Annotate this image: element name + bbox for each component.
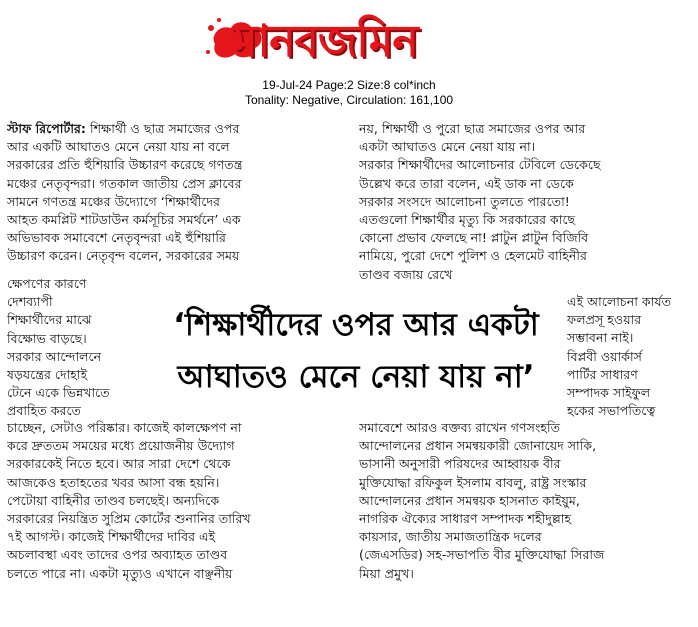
article-line: আর একটি আঘাতও মেনে নেয়া যায় না বলে xyxy=(7,139,230,155)
headline-quote xyxy=(150,283,562,415)
article-line: এই আলোচনা কার্যত xyxy=(567,294,672,309)
headline-line: আঘাতও মেনে নেয়া যায় না’ xyxy=(177,359,535,395)
article-line: সম্পাদক সাইফুল xyxy=(567,384,651,400)
article-line: মুক্তিযোদ্ধা রফিকুল ইসলাম বাবলু, রাষ্ট্র সংস্কার xyxy=(359,474,587,490)
article-line: ফলপ্রসূ হওয়ার xyxy=(567,312,642,328)
article-line: ভাসানী অনুসারী পরিষদের আহ্বায়ক বীর xyxy=(359,456,561,472)
article-line: চাচ্ছেন, সেটাও পরিষ্কার। কাজেই কালক্ষেপণ না xyxy=(7,420,242,435)
article-line: আন্দোলনের প্রধান সমন্বয়কারী জোনায়েদ সাকি, xyxy=(359,438,597,454)
article-line: ষড়যন্ত্রের দোহাই xyxy=(7,366,88,382)
article-line: সম্ভাবনা নাই। xyxy=(567,330,634,346)
clipping-meta-line2: Tonality: Negative, Circulation: 161,100 xyxy=(244,93,454,107)
article-line: তাণ্ডব বজায় রেখে xyxy=(359,266,453,282)
article-line: একটা আঘাতও মেনে নেয়া যায় না। xyxy=(359,139,536,155)
article-line: টেনে একে ভিন্নখাতে xyxy=(7,385,110,401)
article-line: প্রবাহিত করতে xyxy=(7,403,81,419)
article-line: বিক্ষোভ বাড়ছে। xyxy=(7,330,87,346)
article-line: উচ্চারণ করেন। নেতৃবৃন্দ বলেন, সরকারের সময় xyxy=(7,248,240,264)
article-line: বিপ্লবী ওয়ার্কার্স xyxy=(567,348,642,364)
article-line: চলতে পারে না। একটা মৃত্যুও এখানে বাঞ্ছনীয় xyxy=(7,565,233,581)
article-line: সরকার সংসদে আলোচনা তুলতে পারতো! xyxy=(359,193,570,209)
article-line: ৭ই আগস্ট। কাজেই শিক্ষার্থীদের দাবির এই xyxy=(7,529,216,545)
article-line: করে দ্রুততম সময়ের মধ্যে প্রয়োজনীয় উদ্যোগ xyxy=(7,438,235,454)
article-left-column-bottom xyxy=(7,419,347,583)
article-line: অভিভাবক সমাবেশে নেতৃবৃন্দরা এই হুঁশিয়ারি xyxy=(7,230,226,246)
article-line: সরকার শিক্ষার্থীদের আলোচনার টেবিলে ডেকেছে xyxy=(359,157,601,173)
article-line xyxy=(7,120,347,138)
article-line: সরকারের নিয়ন্ত্রিত সুপ্রিম কোর্টের শুনানির তারিখ xyxy=(7,510,251,526)
byline: স্টাফ রিপোর্টার: xyxy=(7,121,86,136)
article-line: আন্দোলনের প্রধান সমন্বয়ক হাসনাত কাইয়ুম, xyxy=(359,492,580,508)
article-right-column-bottom xyxy=(359,419,694,583)
article-right-narrow xyxy=(567,293,695,420)
article-line: শিক্ষার্থীদের মাঝে xyxy=(7,312,92,328)
masthead-logo xyxy=(205,2,495,74)
article-line-text: শিক্ষার্থী ও ছাত্র সমাজের ওপর xyxy=(89,121,240,136)
article-line: সামনে গণতন্ত্র মঞ্চের উদ্যোগে ‘শিক্ষার্থীদের xyxy=(7,193,220,209)
article-line: দেশব্যাপী xyxy=(7,294,53,310)
article-line: সরকার আন্দোলনে xyxy=(7,348,102,364)
article-line: সরকারকেই নিতে হবে। আর সারা দেশে থেকে xyxy=(7,456,231,472)
clipping-meta-line1: 19-Jul-24 Page:2 Size:8 col*inch xyxy=(262,78,436,92)
article-line: কোনো প্রভাব ফেলছে না! প্লাটুন প্লাটুন বিজিবি xyxy=(359,230,589,246)
article-line: সমাবেশে আরও বক্তব্য রাখেন গণসংহতি xyxy=(359,420,561,435)
article-line: পেটোয়া বাহিনীর তাণ্ডব চলছেই। অন্যদিকে xyxy=(7,492,220,508)
article-line: নামিয়ে, পুরো দেশে পুলিশ ও হেলমেট বাহিনীর xyxy=(359,248,587,264)
article-left-narrow xyxy=(7,275,147,421)
article-line: উল্লেখ করে তারা বলেন, এই ডাক না ডেকে xyxy=(359,175,574,191)
article-line: আজকেও হতাহতের খবর আসা বন্ধ হয়নি। xyxy=(7,474,220,490)
article-line: আহত কমপ্লিট শাটডাউন কর্মসূচির সমর্থনে’ এক xyxy=(7,211,241,227)
article-line: সরকারের প্রতি হুঁশিয়ারি উচ্চারণ করেছে গণতন্ত্র xyxy=(7,157,243,173)
article-line: অচলাবস্থা এবং তাদের ওপর অব্যাহত তাণ্ডব xyxy=(7,547,228,563)
article-line: (জেএসডির) সহ-সভাপতি বীর মুক্তিযোদ্ধা সিরাজ xyxy=(359,547,605,563)
article-line: মিয়া প্রমুখ। xyxy=(359,565,414,581)
article-left-column-top xyxy=(7,120,347,266)
masthead-title: মানবজমিন xyxy=(233,16,418,67)
article-line: নয়, শিক্ষার্থী ও পুরো ছাত্র সমাজের ওপর আর xyxy=(359,121,586,136)
article-line: নাগরিক ঐক্যের সাধারণ সম্পাদক শহীদুল্লাহ xyxy=(359,510,572,526)
article-right-column-top xyxy=(359,120,694,284)
article-line: এতগুলো শিক্ষার্থীর মৃত্যু কি সরকারের কাছে xyxy=(359,211,576,227)
article-line: মঞ্চের নেতৃবৃন্দরা। গতকাল জাতীয় প্রেস ক্লাবের xyxy=(7,175,242,191)
headline-line: ‘শিক্ষার্থীদের ওপর আর একটা xyxy=(173,307,539,343)
article-line: হকের সভাপতিত্বে xyxy=(567,403,656,419)
article-line: কায়সার, জাতীয় সমাজতান্ত্রিক দলের xyxy=(359,529,542,545)
article-line: ক্ষেপণের কারণে xyxy=(7,276,87,291)
article-line: পার্টির সাধারণ xyxy=(567,366,638,382)
